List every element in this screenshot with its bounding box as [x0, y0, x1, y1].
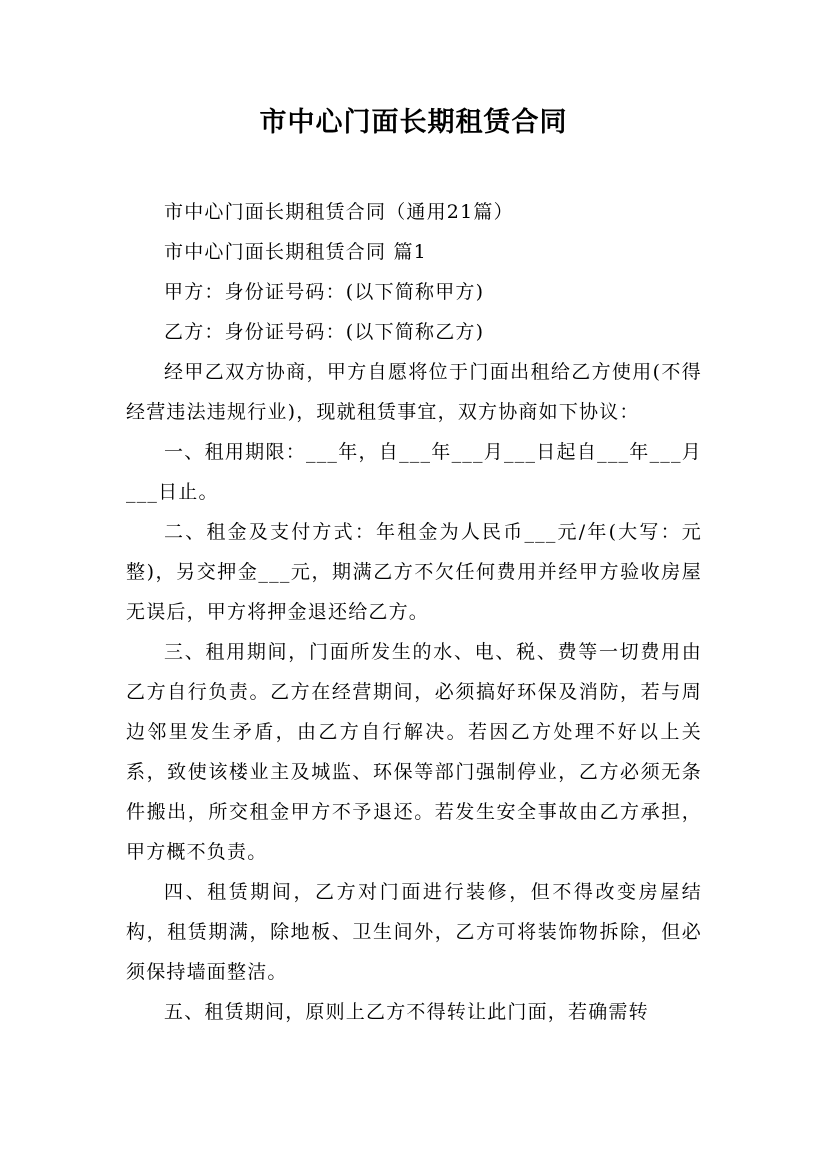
- paragraph-clause-3: 三、租用期间，门面所发生的水、电、税、费等一切费用由乙方自行负责。乙方在经营期间，必须搞好环保及消防，若与周边邻里发生矛盾，由乙方自行解决。若因乙方处理不好以上关系，致使该楼业主及城监、环保等部门强制停业，乙方必须无条件搬出，所交租金甲方不予退还。若发生安全事故由乙方承担，甲方概不负责。: [126, 641, 702, 863]
- paragraph-clause-4: 四、租赁期间，乙方对门面进行装修，但不得改变房屋结构，租赁期满，除地板、卫生间外，乙方可将装饰物拆除，但必须保持墙面整洁。: [126, 881, 702, 983]
- paragraph-clause-1: 一、租用期限：___年，自___年___月___日起自___年___月___日止。: [126, 441, 702, 503]
- paragraph-party-a: 甲方：身份证号码：(以下简称甲方): [164, 281, 485, 303]
- document-title: 市中心门面长期租赁合同: [259, 107, 568, 138]
- paragraph-clause-5: 五、租赁期间，原则上乙方不得转让此门面，若确需转: [164, 1001, 649, 1023]
- paragraph-subtitle: 市中心门面长期租赁合同（通用21篇）: [164, 201, 514, 223]
- paragraph-section-heading: 市中心门面长期租赁合同 篇1: [164, 241, 427, 263]
- paragraph-preamble: 经甲乙双方协商，甲方自愿将位于门面出租给乙方使用(不得经营违法违规行业)，现就租赁事宜，双方协商如下协议：: [126, 361, 702, 423]
- paragraph-clause-2: 二、租金及支付方式：年租金为人民币___元/年(大写：元整)，另交押金___元，期满乙方不欠任何费用并经甲方验收房屋无误后，甲方将押金退还给乙方。: [126, 521, 702, 623]
- document-body: [126, 192, 702, 1032]
- paragraph-party-b: 乙方：身份证号码：(以下简称乙方): [164, 321, 485, 343]
